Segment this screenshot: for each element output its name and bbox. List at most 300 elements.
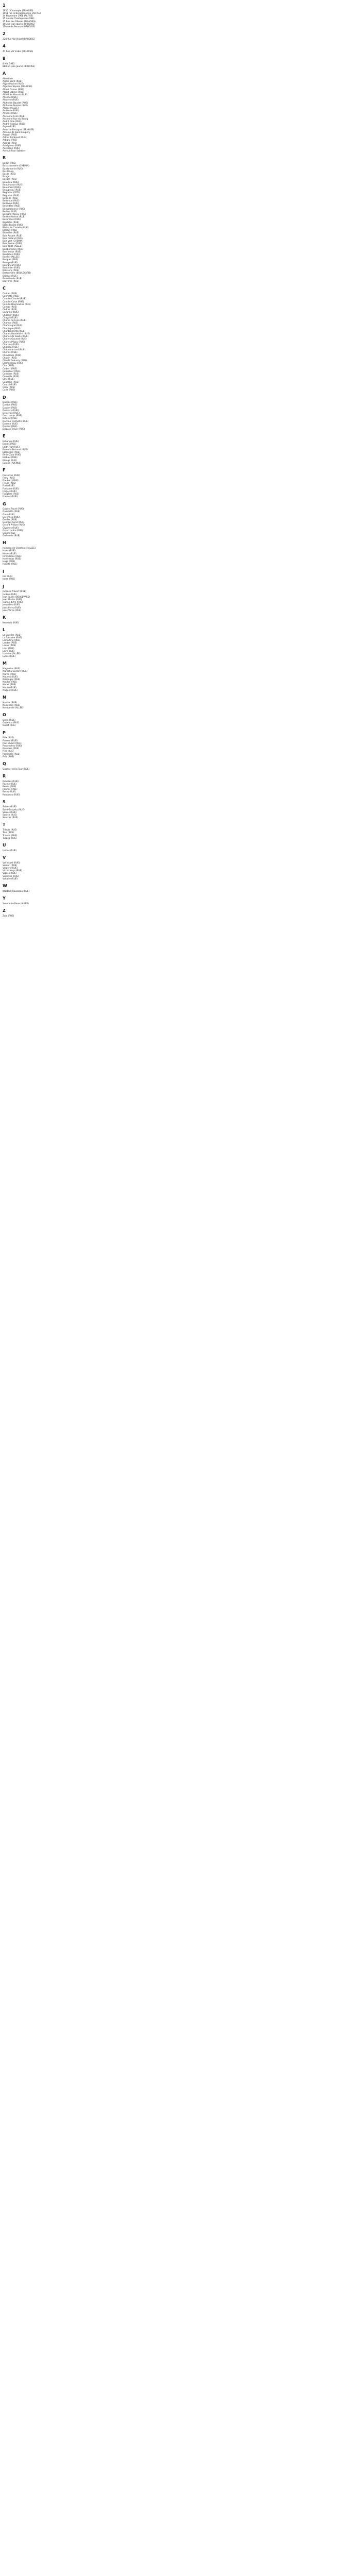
index-entry: Haies (RUE): [3, 549, 15, 552]
index-entry: Bléraut (RUE): [3, 229, 18, 232]
index-entry: Docteur Calmette (RUE): [3, 419, 29, 422]
index-entry: Europe (AVENUE): [3, 461, 22, 464]
index-entry: Bernard Palissy (RUE): [3, 213, 26, 215]
index-entry: Etangs (RUE): [3, 459, 17, 462]
index-entry: 22B Rue Val Visbel (BRHOISS): [3, 37, 35, 40]
index-section: [0, 3, 112, 28]
index-entry: Saint-Exupéry (RUE): [3, 808, 25, 811]
index-entry: Sables (RUE): [3, 805, 17, 808]
index-entry: Bruyères (RUE): [3, 280, 19, 283]
index-entry: Lavoir (RUE): [3, 644, 16, 647]
index-entry: Boisbonnière (RUE): [3, 247, 24, 250]
index-entry: Auvergne (RUE): [3, 147, 20, 150]
index-entry: Artigny (RUE): [3, 139, 18, 142]
index-section: [0, 584, 112, 612]
index-entry: Forges (RUE): [3, 489, 17, 493]
index-entry: Bayard (RUE): [3, 178, 18, 181]
entry-list: [0, 507, 112, 537]
section-letter: I: [3, 569, 4, 574]
index-entry: Gare (RUE): [3, 513, 15, 516]
index-entry: Chénes (RUE): [3, 351, 18, 354]
index-section: [0, 761, 112, 770]
section-letter: W: [3, 884, 7, 889]
index-section: [0, 468, 112, 498]
index-entry: Fauvettes (RUE): [3, 473, 20, 477]
index-section: [0, 56, 112, 67]
index-entry: Edmond Rostand (RUE): [3, 448, 28, 451]
index-entry: Bourgneuf (RUE): [3, 263, 21, 266]
index-entry: Jean Moulin (RUE): [3, 598, 22, 601]
index-section: [0, 908, 112, 917]
index-entry: 1D rue de Penarah (BRHOISS): [3, 25, 35, 28]
section-letter: 2: [3, 31, 6, 37]
index-entry: Jardins (RUE): [3, 592, 17, 596]
index-entry: 47 Rue Val Visbel (BRHOISS): [3, 49, 34, 53]
index-entry: Champ de Foire (RUE): [3, 319, 27, 322]
index-entry: Victor Hugo (RUE): [3, 869, 22, 872]
index-entry: Renan (RUE): [3, 785, 16, 788]
index-entry: Brassens (RUE): [3, 269, 20, 272]
index-section: [0, 286, 112, 391]
section-letter: G: [3, 501, 6, 506]
index-entry: Brocéliande (RUE): [3, 277, 22, 280]
entry-list: [0, 401, 112, 430]
index-entry: Rennes (RUE): [3, 788, 18, 791]
index-entry: Courtil (RUE): [3, 383, 17, 386]
section-letter: Q: [3, 761, 6, 766]
index-entry: Source (RUE): [3, 814, 17, 817]
index-entry: Loire (RUE): [3, 649, 15, 652]
index-section: [0, 540, 112, 565]
index-entry: Blanc Pascal (RUE): [3, 223, 23, 226]
section-letter: R: [3, 773, 6, 778]
index-entry: Hulotte (RUE): [3, 563, 18, 566]
index-entry: Jonquilles (RUE): [3, 603, 20, 606]
index-entry: Amiens (RUE): [3, 112, 18, 115]
entry-list: [0, 50, 112, 53]
index-entry: Genêts (RUE): [3, 518, 18, 521]
index-entry: Bonnefoux (RUE): [3, 250, 21, 253]
entry-list: [0, 667, 112, 691]
index-entry: Bergeronnerie (RUE): [3, 207, 25, 210]
index-entry: Echange (RUE): [3, 440, 19, 443]
index-entry: Beaulieu (RUE): [3, 180, 19, 183]
index-entry: Verdun (RUE): [3, 863, 17, 867]
index-entry: Belvédère (RUE): [3, 205, 21, 208]
index-entry: Antoine de Saint-Exupéry: [3, 130, 30, 133]
entry-list: [0, 440, 112, 464]
index-entry: Pervenches (RUE): [3, 744, 22, 747]
section-letter: F: [3, 467, 6, 472]
entry-list: [0, 914, 112, 917]
index-entry: Champs (RUE): [3, 321, 19, 325]
index-entry: Paix (RUE): [3, 736, 14, 739]
index-entry: 8 Mai 1945: [3, 62, 15, 65]
index-entry: Bordier (ALLEE): [3, 256, 20, 259]
index-entry: Moulin (RUE): [3, 686, 17, 689]
index-entry: Arthur Rimbaud (RUE): [3, 136, 27, 139]
section-letter: P: [3, 730, 6, 735]
index-entry: Kennedy (RUE): [3, 621, 19, 624]
index-entry: Normandie (ALLEE): [3, 706, 24, 709]
section-letter: 1: [3, 3, 6, 8]
entry-list: [0, 849, 112, 852]
index-entry: Chopin (RUE): [3, 356, 17, 359]
index-entry: Pasteur (RUE): [3, 739, 18, 742]
index-entry: Dahlias (RUE): [3, 401, 18, 404]
index-entry: La Fontaine (RUE): [3, 636, 22, 639]
index-entry: Eglantiers (RUE): [3, 450, 21, 453]
index-entry: Bois Vert (CHEMIN): [3, 240, 23, 243]
index-entry: André Malraux (RUE): [3, 123, 25, 126]
entry-list: [0, 547, 112, 565]
index-entry: Curie (RUE): [3, 388, 15, 392]
index-entry: 15 Rue des Riberes (BRHOISS): [3, 20, 36, 23]
index-entry: Foch (RUE): [3, 484, 14, 487]
index-entry: Chabrier (RUE): [3, 313, 19, 316]
index-entry: Peupliers (RUE): [3, 747, 20, 750]
entry-list: [0, 621, 112, 624]
index-entry: Iroise (RUE): [3, 578, 15, 581]
index-entry: Châteaubriand (RUE): [3, 348, 26, 351]
index-entry: Jacques Prévert (RUE): [3, 590, 26, 593]
index-entry: 1950 / Chantepie (BRHOISS): [3, 9, 34, 12]
section-letter: L: [3, 627, 6, 632]
index-entry: Muguet (RUE): [3, 688, 18, 691]
index-entry: La Bruyère (RUE): [3, 633, 21, 636]
index-entry: Gérard Philipe (RUE): [3, 523, 25, 527]
index-entry: Belle-Ile (RUE): [3, 196, 19, 199]
index-entry: Delacroix (RUE): [3, 412, 20, 415]
index-entry: Val Visbel (RUE): [3, 861, 20, 864]
index-section: [0, 896, 112, 905]
index-entry: Guérande (RUE): [3, 534, 20, 537]
section-letter: C: [3, 286, 6, 291]
entry-list: [0, 736, 112, 758]
index-section: [0, 434, 112, 464]
index-entry: Gambetta (RUE): [3, 510, 21, 513]
entry-list: [0, 474, 112, 498]
index-entry: Ancienne Rue du Bourg: [3, 117, 28, 120]
index-entry: Bouteiller (RUE): [3, 266, 20, 269]
section-letter: Z: [3, 908, 6, 913]
index-entry: Fresnes (RUE): [3, 495, 18, 498]
index-entry: Tilleuls (RUE): [3, 828, 17, 832]
index-entry: Ancienne Foire (RUE): [3, 114, 26, 117]
index-section: [0, 884, 112, 892]
section-letter: M: [3, 661, 7, 666]
index-entry: Cézanne (RUE): [3, 311, 19, 314]
section-letter: B: [3, 156, 6, 161]
index-entry: Debussy (RUE): [3, 409, 19, 412]
index-entry: Château (RUE): [3, 346, 19, 349]
index-entry: Fontaine (RUE): [3, 487, 19, 490]
index-entry: Camille Claudel (RUE): [3, 297, 26, 300]
index-entry: Aragon (RUE): [3, 133, 18, 137]
index-entry: Sources (RUE): [3, 816, 18, 819]
entry-list: [0, 805, 112, 819]
index-entry: Croix (RUE): [3, 386, 15, 389]
index-entry: Côte (RUE): [3, 378, 14, 381]
section-letter: J: [3, 584, 4, 589]
index-entry: Colbert (RUE): [3, 367, 18, 370]
index-entry: Bas Bourg: [3, 170, 14, 173]
index-entry: Charles de Gaulle (RUE): [3, 335, 29, 338]
index-entry: Beaumanoir (RUE): [3, 183, 23, 186]
section-letter: E: [3, 434, 6, 439]
index-section: [0, 661, 112, 691]
entry-list: [0, 701, 112, 709]
index-entry: Blaise de Castello (RUE): [3, 226, 29, 229]
entry-list: [0, 590, 112, 612]
index-section: [0, 615, 112, 624]
index-entry: Rabelais (RUE): [3, 779, 19, 783]
index-entry: Mésanges (RUE): [3, 677, 21, 681]
index-entry: Fleurs (RUE): [3, 482, 16, 485]
index-entry: Glycines (RUE): [3, 526, 19, 529]
index-section: [0, 502, 112, 537]
index-entry: Daudet (RUE): [3, 406, 18, 409]
index-entry: Racine (RUE): [3, 782, 17, 785]
index-entry: Nantes (RUE): [3, 701, 17, 704]
entry-list: [0, 62, 112, 67]
index-entry: Saules (RUE): [3, 810, 17, 814]
index-entry: Orme (RUE): [3, 718, 15, 721]
section-letter: Y: [3, 895, 6, 901]
index-entry: Lilas (RUE): [3, 647, 14, 650]
index-entry: Gabriel Fauré (RUE): [3, 507, 24, 511]
index-entry: Lycée (RUE): [3, 655, 16, 658]
index-entry: Cèdres (RUE): [3, 308, 17, 311]
index-entry: Prés (RUE): [3, 755, 14, 758]
index-entry: Bégonias (CITE): [3, 191, 20, 194]
index-entry: Diderot (RUE): [3, 417, 18, 420]
index-entry: Aiguillon Square (BRHOISS): [3, 85, 32, 88]
index-entry: Magnolias (RUE): [3, 667, 21, 670]
index-entry: Flaubert (RUE): [3, 479, 19, 482]
section-letter: U: [3, 842, 6, 848]
index-entry: Ouest (RUE): [3, 724, 16, 727]
section-letter: V: [3, 855, 6, 860]
index-entry: Alphonse Daudet (RUE): [3, 101, 28, 104]
index-entry: Aigue Marine (RUE): [3, 82, 24, 86]
index-entry: Bardonnerie (RUE): [3, 167, 23, 170]
index-entry: Iris (RUE): [3, 575, 13, 578]
index-entry: Champagné (RUE): [3, 324, 23, 327]
index-entry: Tour (RUE): [3, 831, 14, 834]
entry-list: [0, 292, 112, 392]
index-section: [0, 855, 112, 880]
index-entry: Ferry (RUE): [3, 476, 15, 479]
index-entry: Molière (RUE): [3, 681, 18, 684]
index-entry: Camille Corot (RUE): [3, 300, 24, 303]
index-entry: Lorraine (ALLEE): [3, 652, 21, 655]
index-section: [0, 695, 112, 709]
index-entry: Charles Gounod (RUE): [3, 337, 27, 341]
index-entry: Aigles Saint (RUE): [3, 79, 22, 82]
index-entry: Ballon (RUE): [3, 162, 16, 165]
index-entry: Chevalerie (RUE): [3, 353, 21, 357]
index-entry: Anjou (RUE): [3, 125, 16, 128]
index-entry: Pommiers (RUE): [3, 752, 20, 755]
index-entry: Aubépines (RUE): [3, 144, 21, 147]
index-entry: Chagall (RUE): [3, 316, 18, 319]
index-entry: Camille Desmoulins (RUE): [3, 302, 31, 306]
index-entry: Alsace (ALLEE): [3, 106, 19, 109]
index-entry: Chantepie (RUE): [3, 327, 21, 330]
index-entry: Bois Taillé (ALLEE): [3, 245, 23, 248]
entry-list: [0, 162, 112, 282]
index-entry: Bois Rolland (RUE): [3, 236, 23, 240]
index-entry: Vignes (RUE): [3, 872, 17, 875]
index-entry: Ormeaux (RUE): [3, 721, 20, 724]
index-entry: Alphonse Pensée (RUE): [3, 104, 28, 107]
index-entry: Albert Lebrun (RUE): [3, 90, 24, 93]
index-entry: Claude Debussy (RUE): [3, 359, 27, 362]
section-letter: D: [3, 395, 6, 400]
entry-list: [0, 38, 112, 40]
index-section: [0, 31, 112, 40]
index-entry: Bordeaux (RUE): [3, 253, 20, 256]
index-entry: 14 Novembre 1966 (ALFISE): [3, 14, 34, 18]
index-entry: Amboise (RUE): [3, 109, 19, 112]
index-section: [0, 713, 112, 726]
index-entry: Landes (RUE): [3, 641, 18, 645]
index-entry: 88B bd Jean Jaurès (BRHOISS): [3, 64, 35, 67]
index-entry: Bois Aucant (RUE): [3, 234, 23, 237]
index-entry: Aubrac (RUE): [3, 141, 17, 144]
section-letter: 4: [3, 44, 6, 49]
index-entry: Edith Piaf (RUE): [3, 445, 20, 448]
index-entry: Berlioz (RUE): [3, 210, 17, 213]
index-entry: Avenue Paul Sabatier: [3, 149, 26, 152]
index-entry: Colombier (RUE): [3, 369, 21, 372]
section-letter: O: [3, 713, 6, 718]
section-letter: 8: [3, 56, 6, 61]
index-entry: 195 bd Jean Jaurès (BRHOISS): [3, 22, 35, 25]
index-entry: Abbatiale: [3, 77, 13, 80]
index-section: [0, 800, 112, 819]
index-section: [0, 71, 112, 152]
index-entry: Berthe Morisot (RUE): [3, 215, 26, 218]
section-letter: T: [3, 822, 6, 827]
index-section: [0, 156, 112, 282]
index-entry: Voltaire (RUE): [3, 877, 18, 880]
index-entry: Usines (RUE): [3, 849, 17, 852]
index-section: [0, 774, 112, 796]
index-entry: Brizeux (RUE): [3, 274, 18, 277]
index-entry: Charles Péguy (RUE): [3, 340, 25, 343]
index-entry: Waldeck Rousseau (RUE): [3, 889, 30, 892]
index-section: [0, 731, 112, 758]
index-entry: Basile (RUE): [3, 172, 16, 175]
section-letter: A: [3, 71, 6, 76]
section-letter: H: [3, 540, 6, 546]
index-entry: Jules Ferry (RUE): [3, 606, 21, 609]
index-entry: Bigotière (RUE): [3, 221, 20, 224]
index-section: [0, 843, 112, 852]
index-entry: Mauves (RUE): [3, 675, 18, 678]
entry-list: [0, 890, 112, 892]
index-entry: Beaupréau (RUE): [3, 189, 21, 192]
section-letter: S: [3, 799, 6, 804]
entry-list: [0, 768, 112, 770]
entry-list: [0, 861, 112, 880]
index-entry: Pins (RUE): [3, 750, 14, 753]
entry-list: [0, 9, 112, 28]
index-section: [0, 628, 112, 658]
index-entry: Grand Jardin (RUE): [3, 529, 23, 532]
index-entry: Calmette (RUE): [3, 295, 20, 298]
index-entry: Jean Jaurès (BOULEVARD): [3, 595, 30, 598]
index-entry: Garennes (RUE): [3, 515, 20, 518]
index-entry: Clos (RUE): [3, 364, 14, 367]
index-entry: Alouette (RUE): [3, 98, 19, 101]
entry-list: [0, 828, 112, 839]
index-entry: Bretonnière (BOULEVARD): [3, 272, 31, 275]
index-entry: Emile Zola (RUE): [3, 453, 21, 456]
index-entry: Beaumont (RUE): [3, 185, 21, 189]
index-entry: Dolmen (RUE): [3, 422, 18, 425]
index-entry: 15 rue de Chantepie (ALFISE): [3, 17, 35, 20]
index-section: [0, 822, 112, 839]
entry-list: [0, 719, 112, 727]
index-entry: Marne (RUE): [3, 672, 16, 675]
index-entry: Bois Perrier (RUE): [3, 242, 22, 245]
index-entry: Bezombes (RUE): [3, 218, 21, 221]
section-letter: K: [3, 615, 6, 620]
index-entry: Allende (RUE): [3, 96, 18, 99]
index-entry: Monet (RUE): [3, 683, 16, 686]
index-entry: Violettes (RUE): [3, 874, 19, 877]
index-entry: Bosquet (RUE): [3, 258, 19, 261]
index-section: [0, 569, 112, 581]
index-entry: Rousseau (RUE): [3, 793, 20, 796]
index-entry: Duguay-Trouin (RUE): [3, 428, 25, 431]
index-entry: Yvonne Le Roux (ALLEE): [3, 902, 29, 905]
index-entry: Cormiers (RUE): [3, 372, 20, 376]
index-entry: Lamartine (RUE): [3, 639, 21, 642]
index-entry: Hugo (RUE): [3, 560, 15, 563]
index-entry: Erables (RUE): [3, 456, 18, 459]
index-entry: Carnac (RUE): [3, 306, 17, 308]
index-entry: Noisetiers (RUE): [3, 703, 21, 706]
index-entry: Corneille (RUE): [3, 375, 19, 378]
index-entry: Georges Sand (RUE): [3, 521, 25, 524]
index-entry: Paul Eluard (RUE): [3, 741, 22, 744]
index-entry: André Gide (RUE): [3, 120, 22, 123]
index-entry: Alfred de Musset (RUE): [3, 93, 28, 96]
index-entry: Tulipes (RUE): [3, 836, 17, 839]
entry-list: [0, 902, 112, 905]
index-entry: Bellevue (RUE): [3, 202, 19, 205]
entry-list: [0, 575, 112, 580]
index-section: [0, 44, 112, 53]
index-entry: Roses (RUE): [3, 790, 16, 793]
index-entry: Trianon (RUE): [3, 834, 18, 837]
index-entry: Fougères (RUE): [3, 493, 20, 496]
index-entry: Cadran (RUE): [3, 292, 18, 295]
entry-list: [0, 77, 112, 152]
index-entry: Hortensias (RUE): [3, 557, 21, 560]
index-entry: Belle-Vue (RUE): [3, 199, 20, 202]
index-section: [0, 395, 112, 431]
index-entry: Danton (RUE): [3, 403, 18, 406]
index-entry: Hirondelles (RUE): [3, 554, 22, 557]
index-entry: Dunant (RUE): [3, 425, 18, 428]
index-entry: Ecoles (RUE): [3, 443, 16, 446]
index-entry: Blossière (RUE): [3, 231, 20, 234]
